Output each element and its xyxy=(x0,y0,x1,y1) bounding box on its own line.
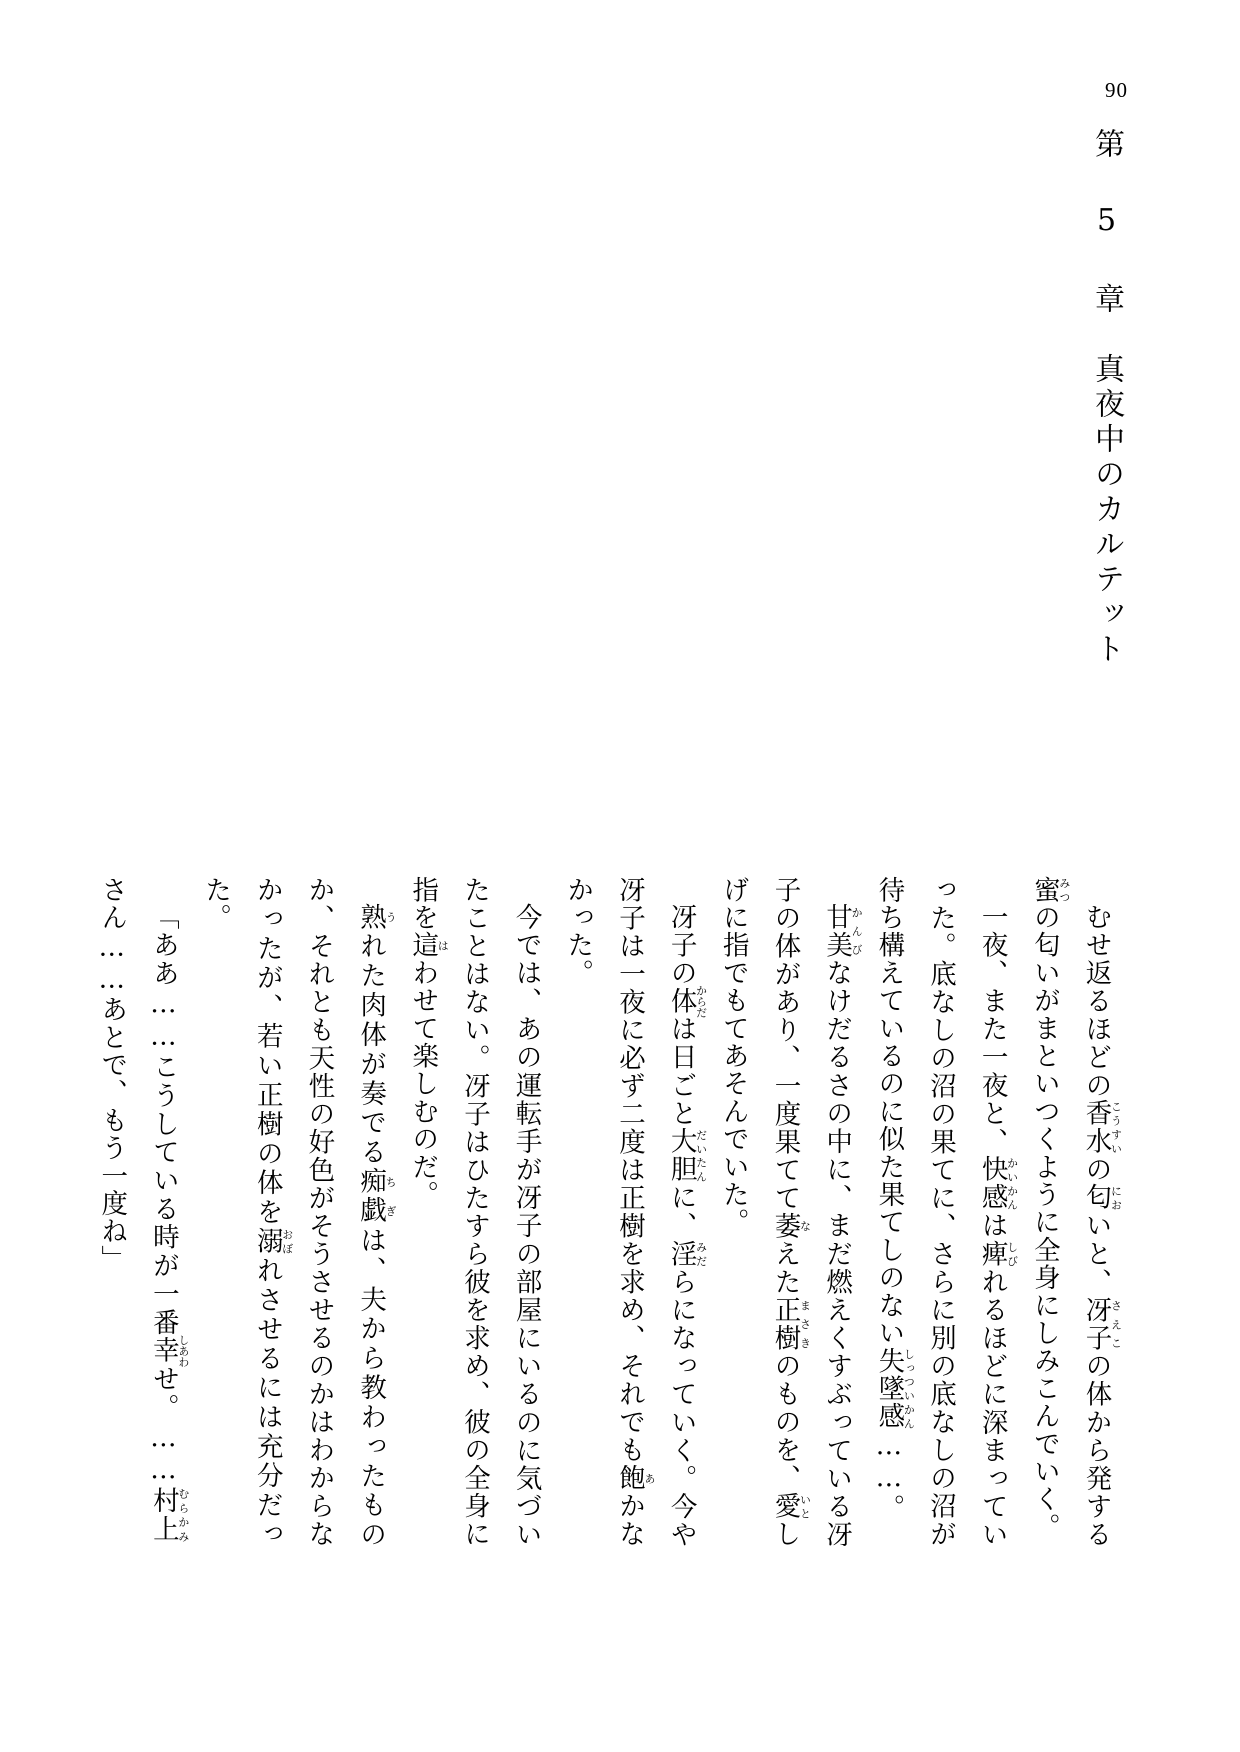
paragraph: 熟うれた肉体が奏でる痴戯ちぎは、夫から教わったものか、それとも天性の好色がそうさせるのかはわからなかったが、若い正樹の体を溺おぼれさせるには充分だった。 xyxy=(200,876,398,1549)
ruby-text: 萎な xyxy=(769,1212,812,1241)
ruby-text: 痴戯ちぎ xyxy=(355,1167,398,1227)
paragraph: むせ返るほどの香水こうすいの匂においと、冴子さえこの体から発する蜜みつの匂いがまといつくように全身にしみこんでいく。 xyxy=(1028,876,1123,1549)
ruby-text: 淫みだ xyxy=(665,1239,708,1268)
paragraph: 今では、あの運転手が冴子の部屋にいるのに気づいたことはない。冴子はひたすら彼を求め、彼の全身に指を這はわせて楽しむのだ。 xyxy=(407,876,542,1548)
chapter-title: 第 5 章 真夜中のカルテット xyxy=(1089,128,1124,668)
ruby-text: 冴子さえこ xyxy=(1080,1295,1123,1352)
ruby-text: 村上むらかみ xyxy=(147,1485,190,1543)
page-number: 90 xyxy=(1105,78,1128,102)
ruby-text: 体からだ xyxy=(665,984,708,1018)
ruby-text: 這は xyxy=(407,931,450,960)
ruby-text: 匂にお xyxy=(1080,1183,1123,1212)
ruby-text: 熟う xyxy=(355,902,398,932)
ruby-text: 愛いと xyxy=(769,1492,812,1521)
ruby-text: 溺おぼ xyxy=(251,1227,294,1257)
ruby-text: 幸しあわ xyxy=(147,1333,190,1367)
ruby-text: 痺しび xyxy=(976,1239,1019,1268)
page-text-body xyxy=(96,128,1124,1549)
title-spacer xyxy=(1046,800,1122,876)
ruby-text: 蜜みつ xyxy=(1028,876,1071,904)
paragraph: 冴子の体からだは日ごと大胆だいたんに、淫みだらになっていく。今や冴子は一夜に必ず二度は正樹を求め、それでも飽あかなかった。 xyxy=(562,876,708,1549)
paragraph: 一夜、また一夜と、快感かいかんは痺しびれるほどに深まっていった。底なしの沼の果てに、さらに別の底なしの沼が待ち構えているのに似た果てしのない失墜感しっついかん……。 xyxy=(873,876,1019,1549)
ruby-text: 飽あ xyxy=(613,1464,656,1493)
paragraph: 「ああ……こうしている時が一番幸しあわせ。……村上むらかみさん……あとで、もう一度ね」 xyxy=(96,876,190,1543)
ruby-text: 正樹まさき xyxy=(769,1296,812,1353)
paragraph: 甘美かんびなけだるさの中に、まだ燃えくすぶっている冴子の体があり、一度果てて萎なえた正樹まさきのものを、愛いとしげに指でもてあそんでいた。 xyxy=(717,876,864,1549)
ruby-text: 香水こうすい xyxy=(1080,1099,1123,1156)
ruby-text: 失墜感しっついかん xyxy=(873,1346,916,1431)
ruby-text: 快感かいかん xyxy=(976,1155,1019,1212)
ruby-text: 甘美かんび xyxy=(821,902,864,959)
body-text xyxy=(86,876,1122,1548)
ruby-text: 大胆だいたん xyxy=(665,1127,708,1184)
